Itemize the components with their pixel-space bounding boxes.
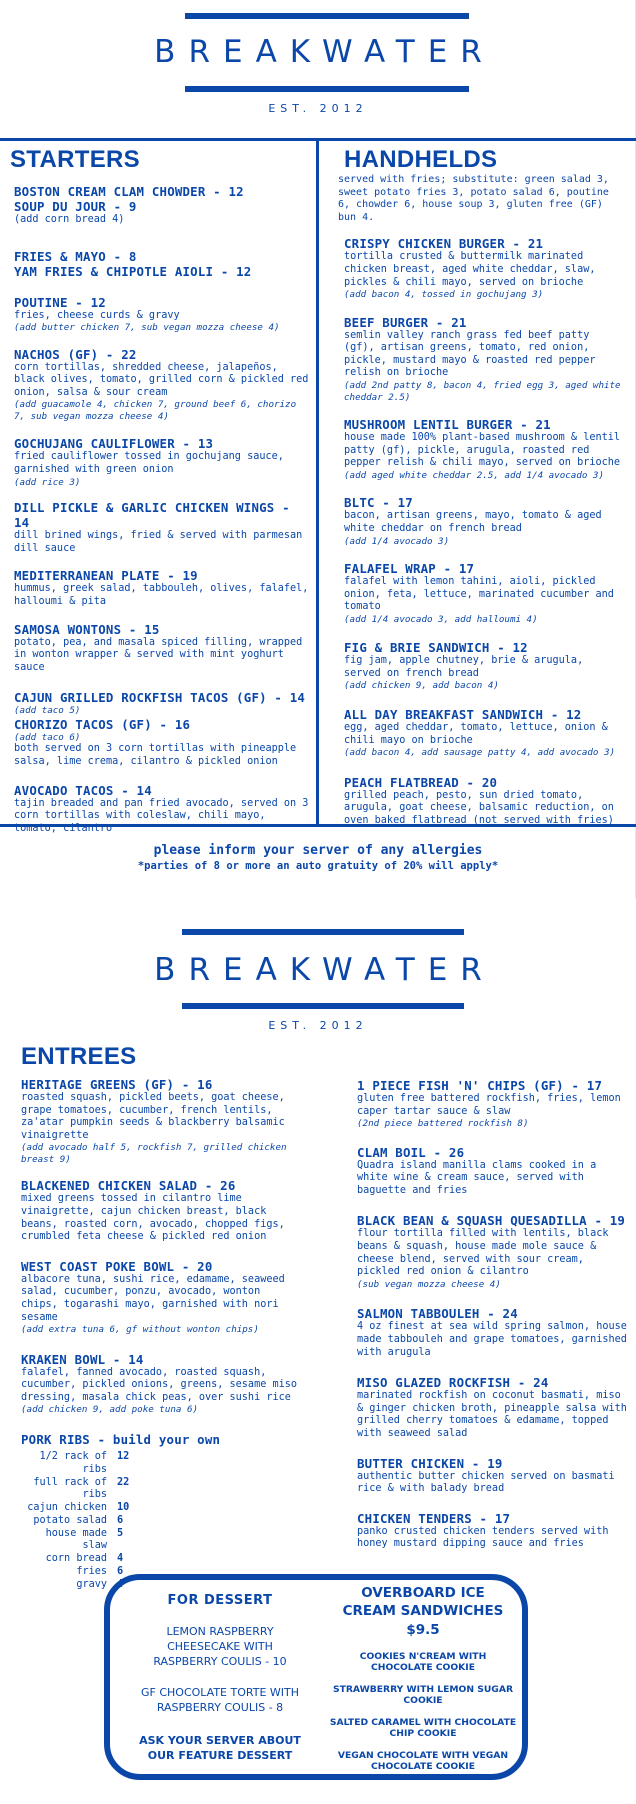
allergy-notice	[0, 842, 636, 874]
menu-item-addons: (add taco 6)	[14, 731, 81, 743]
column-divider	[316, 138, 319, 827]
menu-item-description: (add corn bread 4)	[14, 214, 125, 225]
dessert-item: CHEESECAKE WITH	[167, 1640, 273, 1653]
menu-item	[14, 690, 310, 717]
ice-cream-title: OVERBOARD ICE	[361, 1585, 485, 1601]
brand-logo: BREAKWATER	[154, 34, 495, 70]
menu-item-description: fried cauliflower tossed in gochujang sauce, garnished with green onion	[14, 451, 284, 476]
menu-item	[344, 315, 626, 403]
established-text: EST. 2012	[268, 102, 368, 115]
dessert-item: GF CHOCOLATE TORTE WITH	[140, 1686, 299, 1699]
menu-item	[357, 1213, 627, 1290]
menu-item-addons: (add 1/4 avocado 3, add halloumi 4)	[344, 613, 538, 625]
entrees-right-column	[357, 1078, 627, 1564]
menu-item-name: SOUP DU JOUR - 9	[14, 199, 137, 214]
menu-item-name: BOSTON CREAM CLAM CHOWDER - 12	[14, 184, 244, 199]
menu-item-description: marinated rockfish on coconut basmati, miso & ginger chicken broth, pineapple salsa with grilled cherry tomatoes & edamame, topped with seaweed salad	[357, 1390, 627, 1439]
menu-item	[21, 1077, 301, 1165]
menu-item-description: grilled peach, pesto, sun dried tomato, arugula, goat cheese, balsamic reduction, on oven baked flatbread (not served with fries)	[344, 789, 614, 826]
dessert-feature-note: OUR FEATURE DESSERT	[147, 1749, 293, 1762]
menu-item-name: WEST COAST POKE BOWL - 20	[21, 1258, 213, 1274]
menu-item-name: HERITAGE GREENS (GF) - 16	[21, 1077, 213, 1092]
menu-item-name: BLACKENED CHICKEN SALAD - 26	[21, 1178, 236, 1194]
rib-option: fries	[76, 1566, 107, 1578]
dessert-item: RASPBERRY COULIS - 8	[156, 1701, 284, 1714]
page-gap	[0, 898, 636, 926]
menu-item-name: PEACH FLATBREAD - 20	[344, 774, 498, 790]
menu-item-addons: (add 1/4 avocado 3)	[344, 535, 450, 547]
header-bottom-bar	[185, 86, 469, 92]
menu-item-description: fries, cheese curds & gravy	[14, 309, 180, 321]
header-top-bar	[185, 13, 469, 19]
menu-item	[14, 199, 310, 227]
menu-item-addons: (add rice 3)	[14, 476, 81, 488]
menu-item-description: bacon, artisan greens, mayo, tomato & aged white cheddar on french bread	[344, 510, 602, 534]
dessert-item: RASPBERRY COULIS - 10	[153, 1655, 287, 1668]
rib-price: 12	[117, 1450, 130, 1462]
menu-item-name: AVOCADO TACOS - 14	[14, 782, 152, 798]
menu-item-name: CAJUN GRILLED ROCKFISH TACOS (GF) - 14	[14, 690, 306, 706]
rib-price: 4	[117, 1578, 124, 1590]
menu-item	[14, 568, 310, 608]
menu-item-description: hummus, greek salad, tabbouleh, olives, falafel, halloumi & pita	[14, 583, 309, 607]
dessert-title: FOR DESSERT	[167, 1593, 273, 1608]
handhelds-intro: served with fries; substitute: green salad 3, sweet potato fries 3, potato salad 6, poutine 6, chowder 6, house soup 3, gluten free (GF) bun 4.	[338, 174, 609, 223]
menu-item-name: MISO GLAZED ROCKFISH - 24	[357, 1375, 549, 1391]
rib-option: full rack of ribs	[33, 1476, 107, 1501]
menu-item-description: house made 100% plant-based mushroom & lentil patty (gf), pickle, arugula, roasted red pepper relish & chili mayo, served on brioche	[344, 432, 621, 469]
menu-item	[357, 1306, 627, 1359]
menu-item-name: FRIES & MAYO - 8	[14, 248, 137, 264]
menu-item-name: CHORIZO TACOS (GF) - 16	[14, 716, 191, 732]
rib-row	[21, 1553, 301, 1566]
handhelds-section	[340, 146, 626, 840]
menu-item	[14, 347, 310, 423]
menu-item	[21, 1259, 301, 1336]
menu-item-addons: (add 2nd patty 8, bacon 4, fried egg 3, aged white cheddar 2.5)	[344, 380, 621, 403]
menu-item	[357, 1456, 627, 1496]
rib-price: 6	[117, 1566, 124, 1578]
menu-item-addons: (2nd piece battered rockfish 8)	[357, 1118, 529, 1130]
rib-row	[21, 1528, 301, 1554]
established-text: EST. 2012	[268, 1019, 368, 1032]
menu-item-addons: (add avocado half 5, rockfish 7, grilled chicken breast 9)	[21, 1142, 287, 1165]
starters-list	[10, 184, 310, 835]
menu-item-description: 4 oz finest at sea wild spring salmon, house made tabbouleh and grape tomatoes, garnished with arugula	[357, 1321, 627, 1358]
menu-item-description: semlin valley ranch grass fed beef patty (gf), artisan greens, tomato, red onion, pickle, mustard mayo & roasted red pepper relish on brioche	[344, 329, 596, 379]
rib-option: gravy	[76, 1578, 107, 1590]
menu-item	[14, 249, 310, 264]
handhelds-list	[340, 236, 626, 827]
dessert-column	[122, 1592, 318, 1763]
menu-item-name: ALL DAY BREAKFAST SANDWICH - 12	[344, 706, 582, 722]
menu-item-name: FALAFEL WRAP - 17	[344, 561, 475, 576]
dessert-feature-note: ASK YOUR SERVER ABOUT	[139, 1734, 301, 1747]
menu-item	[344, 236, 626, 300]
menu-item-description: tajin breaded and pan fried avocado, served on 3 corn tortillas with coleslaw, chili mayo, tomato, cilantro	[14, 797, 309, 834]
menu-item-addons: (add bacon 4, add sausage patty 4, add avocado 3)	[344, 747, 616, 759]
menu-item-name: BEEF BURGER - 21	[344, 314, 467, 330]
header-bottom-bar	[182, 1003, 464, 1009]
menu-item-description: corn tortillas, shredded cheese, jalapeños, black olives, tomato, grilled corn & pickled red onion, salsa & sour cream	[14, 361, 309, 398]
menu-page-1	[0, 0, 636, 898]
entrees-title: ENTREES	[21, 1043, 137, 1070]
ice-cream-flavours	[328, 1651, 518, 1772]
menu-item	[344, 775, 626, 828]
dessert-panel	[104, 1574, 528, 1780]
ribs-title: PORK RIBS - build your own	[21, 1431, 221, 1447]
menu-item-description: roasted squash, pickled beets, goat cheese, grape tomatoes, cucumber, french lentils, za'atar pumpkin seeds & blackberry balsamic vinaigrette	[21, 1092, 285, 1141]
menu-item	[357, 1511, 627, 1551]
menu-item	[14, 717, 310, 744]
menu-item-description: albacore tuna, sushi rice, edamame, seaweed salad, cucumber, ponzu, avocado, wonton chips, togarashi mayo, garnished with nori sesame	[21, 1273, 285, 1323]
menu-item-addons: (add guacamole 4, chicken 7, ground beef 6, chorizo 7, sub vegan mozza cheese 4)	[14, 399, 297, 422]
starters-section	[10, 146, 310, 848]
menu-item-name: CRISPY CHICKEN BURGER - 21	[344, 236, 544, 252]
rib-price: 4	[117, 1553, 124, 1565]
menu-item-description: panko crusted chicken tenders served with honey mustard dipping sauce and fries	[357, 1525, 609, 1550]
menu-item-description: egg, aged cheddar, tomato, lettuce, onion & chili mayo on brioche	[344, 721, 608, 746]
menu-item	[14, 743, 310, 768]
menu-item-addons: (add bacon 4, tossed in gochujang 3)	[344, 289, 544, 301]
rib-option: 1/2 rack of ribs	[39, 1450, 107, 1475]
menu-item-addons: (add chicken 9, add poke tuna 6)	[21, 1404, 199, 1416]
menu-item-description: authentic butter chicken served on basmati rice & with balady bread	[357, 1470, 615, 1495]
menu-item	[14, 783, 310, 836]
menu-item-addons: (add taco 5)	[14, 705, 81, 717]
menu-item	[21, 1178, 301, 1243]
dessert-item: LEMON RASPBERRY	[166, 1625, 274, 1638]
menu-item-description: fig jam, apple chutney, brie & arugula, served on french bread	[344, 655, 584, 679]
ice-cream-flavour: COOKIES N'CREAM WITH CHOCOLATE COOKIE	[359, 1651, 487, 1673]
menu-item	[344, 707, 626, 759]
menu-item-name: BLTC - 17	[344, 495, 413, 511]
rib-option: house made slaw	[45, 1527, 107, 1552]
menu-item-name: FIG & BRIE SANDWICH - 12	[344, 640, 528, 656]
rib-row	[21, 1502, 301, 1515]
menu-item-addons: (add aged white cheddar 2.5, add 1/4 avocado 3)	[344, 469, 604, 481]
starters-title: STARTERS	[10, 146, 140, 173]
allergy-line: please inform your server of any allergies	[153, 843, 483, 858]
menu-item	[14, 622, 310, 675]
menu-item	[14, 264, 310, 279]
menu-item	[357, 1145, 627, 1198]
menu-item-description: tortilla crusted & buttermilk marinated chicken breast, aged white cheddar, slaw, pickles & chili mayo, served on brioche	[344, 251, 596, 288]
menu-item-description: mixed greens tossed in cilantro lime vinaigrette, cajun chicken breast, black beans, roasted corn, avocado, chopped figs, crumbled feta cheese & pickled red onion	[21, 1193, 285, 1243]
menu-item	[14, 295, 310, 334]
menu-item-name: SALMON TABBOULEH - 24	[357, 1306, 518, 1322]
ice-cream-column	[328, 1584, 518, 1772]
menu-item-name: MEDITERRANEAN PLATE - 19	[14, 568, 198, 584]
rib-row	[21, 1451, 301, 1477]
menu-item-addons: (add extra tuna 6, gf without wonton chips)	[21, 1324, 259, 1336]
rib-price: 10	[117, 1502, 130, 1514]
menu-item	[14, 436, 310, 488]
brand-logo: BREAKWATER	[154, 952, 495, 988]
ice-cream-flavour: SALTED CARAMEL WITH CHOCOLATE CHIP COOKIE	[329, 1717, 517, 1739]
rib-price: 22	[117, 1476, 130, 1488]
ice-cream-title: CREAM SANDWICHES	[342, 1603, 504, 1619]
menu-item-description: falafel with lemon tahini, aioli, pickled onion, feta, lettuce, marinated cucumber and tomato	[344, 576, 614, 613]
ice-cream-price: $9.5	[406, 1622, 440, 1638]
menu-item-name: CHICKEN TENDERS - 17	[357, 1510, 511, 1526]
menu-item-name: 1 PIECE FISH 'N' CHIPS (GF) - 17	[357, 1078, 603, 1093]
menu-item-description: Quadra island manilla clams cooked in a white wine & cream sauce, served with baguette and fries	[357, 1159, 597, 1196]
ice-cream-flavour: STRAWBERRY WITH LEMON SUGAR COOKIE	[332, 1684, 514, 1706]
menu-item	[344, 417, 626, 481]
entrees-left-column	[21, 1043, 301, 1592]
menu-item	[344, 640, 626, 692]
menu-item-name: GOCHUJANG CAULIFLOWER - 13	[14, 436, 214, 452]
menu-item-name: CLAM BOIL - 26	[357, 1144, 465, 1160]
menu-item-description: both served on 3 corn tortillas with pineapple salsa, lime crema, cilantro & pickled onion	[14, 743, 297, 767]
menu-item	[344, 495, 626, 547]
rib-option: potato salad	[33, 1514, 107, 1526]
menu-item-name: DILL PICKLE & GARLIC CHICKEN WINGS - 14	[14, 500, 290, 531]
menu-item-name: BUTTER CHICKEN - 19	[357, 1455, 503, 1471]
menu-item-addons: (add butter chicken 7, sub vegan mozza cheese 4)	[14, 322, 280, 334]
rib-price: 6	[117, 1514, 124, 1526]
rib-price: 5	[117, 1527, 124, 1539]
rib-option: cajun chicken	[27, 1502, 107, 1514]
menu-item-description: falafel, fanned avocado, roasted squash, cucumber, pickled onions, greens, sesame miso dressing, masala chick peas, over sushi rice	[21, 1366, 298, 1403]
header-top-bar	[182, 929, 464, 935]
menu-item-description: potato, pea, and masala spiced filling, wrapped in wonton wrapper & served with mint yoghurt sauce	[14, 636, 303, 673]
menu-item	[14, 184, 310, 199]
menu-item	[357, 1375, 627, 1440]
menu-item-name: SAMOSA WONTONS - 15	[14, 621, 160, 637]
entrees-left-list	[21, 1077, 301, 1416]
menu-item-name: YAM FRIES & CHIPOTLE AIOLI - 12	[14, 263, 252, 279]
menu-item-description: dill brined wings, fried & served with parmesan dill sauce	[14, 530, 303, 554]
menu-item-name: KRAKEN BOWL - 14	[21, 1351, 144, 1367]
ice-cream-flavour: VEGAN CHOCOLATE WITH VEGAN CHOCOLATE COOKIE	[337, 1750, 509, 1772]
menu-item	[21, 1352, 301, 1416]
ribs-price-list	[21, 1451, 301, 1592]
rib-row	[21, 1477, 301, 1503]
menu-item-addons: (add chicken 9, add bacon 4)	[344, 680, 499, 692]
menu-item-name: POUTINE - 12	[14, 294, 106, 310]
menu-item-description: gluten free battered rockfish, fries, lemon caper tartar sauce & slaw	[357, 1093, 621, 1117]
menu-item-name: MUSHROOM LENTIL BURGER - 21	[344, 417, 551, 433]
menu-item	[14, 500, 310, 555]
menu-item	[357, 1078, 627, 1130]
gratuity-line: *parties of 8 or more an auto gratuity of 20% will apply*	[137, 860, 499, 872]
handhelds-title: HANDHELDS	[344, 146, 498, 173]
rib-option: corn bread	[45, 1553, 107, 1565]
entrees-right-list	[357, 1078, 627, 1551]
menu-item	[344, 561, 626, 625]
menu-item-name: BLACK BEAN & SQUASH QUESADILLA - 19	[357, 1213, 626, 1229]
menu-item-name: NACHOS (GF) - 22	[14, 346, 137, 362]
menu-item-addons: (sub vegan mozza cheese 4)	[357, 1278, 501, 1290]
rib-row	[21, 1515, 301, 1528]
menu-item-description: flour tortilla filled with lentils, black beans & squash, house made mole sauce & cheese blend, served with sour cream, pickled red onion & cilantro	[357, 1228, 609, 1278]
